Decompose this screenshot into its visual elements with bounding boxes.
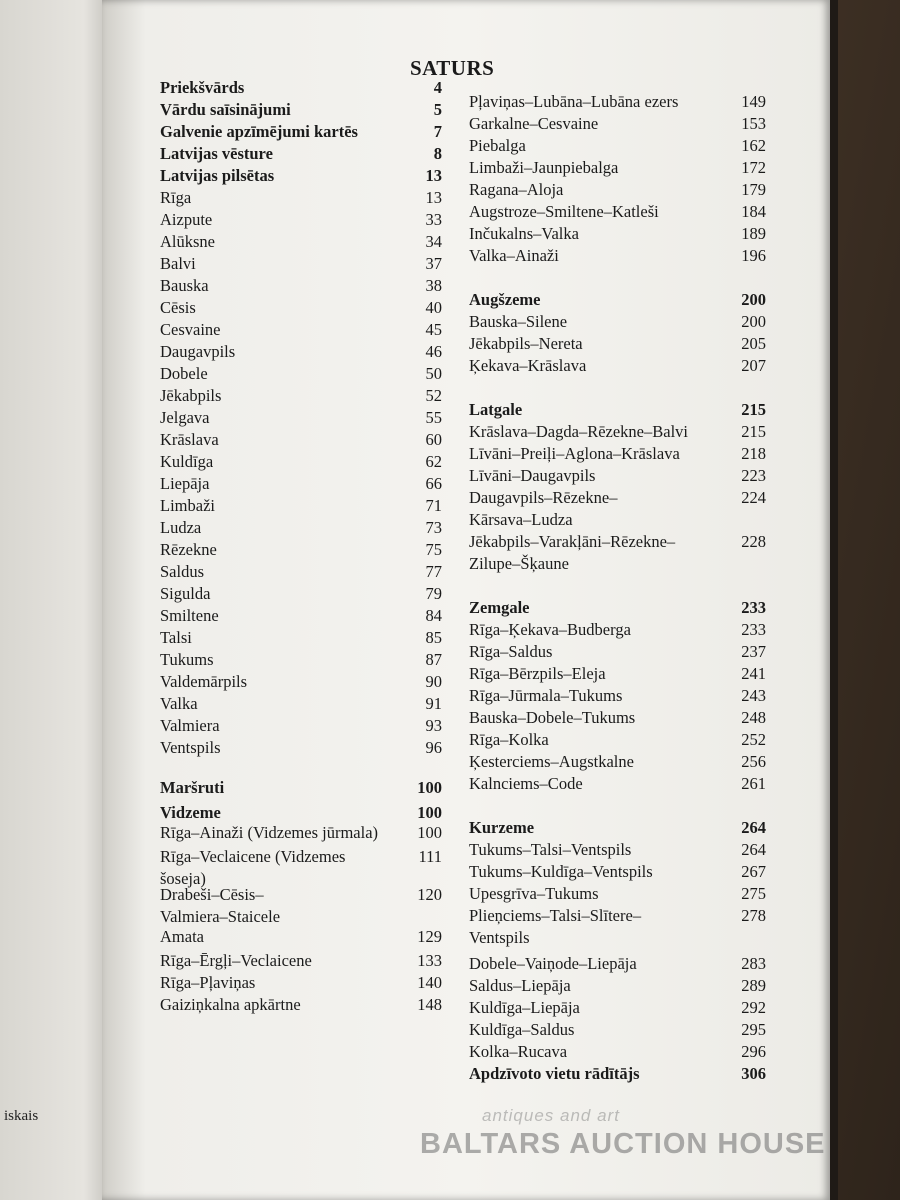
toc-entry-label: Zemgale <box>469 598 530 617</box>
toc-entry-page: 223 <box>741 466 766 485</box>
toc-entry-label: Latvijas vēsture <box>160 144 273 163</box>
toc-entry-page: 189 <box>741 224 766 243</box>
toc-entry-page: 153 <box>741 114 766 133</box>
toc-entry-page: 13 <box>425 188 442 207</box>
toc-entry-label: Kurzeme <box>469 818 535 837</box>
toc-entry-label: Bauska–Dobele–Tukums <box>469 708 636 727</box>
toc-entry-label: Apdzīvoto vietu rādītājs <box>469 1064 640 1083</box>
toc-entry-label: Valmiera–Staicele <box>160 907 281 926</box>
toc-entry-label: Rīga–Ķekava–Budberga <box>469 620 631 639</box>
toc-entry-page: 66 <box>425 474 442 493</box>
toc-entry-page: 45 <box>425 320 442 339</box>
toc-entry-page: 4 <box>433 78 442 97</box>
toc-entry-label: Gaiziņkalna apkārtne <box>160 995 301 1014</box>
toc-entry-page: 77 <box>425 562 442 581</box>
toc-entry-label: Rīga–Ērgļi–Veclaicene <box>160 951 312 970</box>
toc-entry-page: 100 <box>417 778 442 797</box>
toc-entry-label: Limbaži–Jaunpiebalga <box>469 158 619 177</box>
toc-entry-label: Daugavpils <box>160 342 236 361</box>
toc-entry-page: 40 <box>425 298 442 317</box>
toc-entry-label: Zilupe–Šķaune <box>469 554 569 573</box>
toc-entry-label: Līvāni–Daugavpils <box>469 466 596 485</box>
toc-entry-label: Kuldīga–Saldus <box>469 1020 575 1039</box>
toc-entry-page: 93 <box>425 716 442 735</box>
toc-entry-page: 264 <box>741 818 766 837</box>
toc-entry-label: Līvāni–Preiļi–Aglona–Krāslava <box>469 444 680 463</box>
toc-entry-label: Galvenie apzīmējumi kartēs <box>160 122 358 141</box>
toc-entry-label: Rīga–Saldus <box>469 642 553 661</box>
toc-entry-page: 237 <box>741 642 766 661</box>
toc-entry-label: Rīga–Pļaviņas <box>160 973 256 992</box>
toc-entry-page: 100 <box>417 823 442 842</box>
toc-entry-label: Pļaviņas–Lubāna–Lubāna ezers <box>469 92 679 111</box>
toc-entry-label: Talsi <box>160 628 192 647</box>
toc-entry-label: Garkalne–Cesvaine <box>469 114 599 133</box>
toc-entry-label: Jēkabpils–Nereta <box>469 334 583 353</box>
toc-entry-page: 100 <box>417 803 442 822</box>
toc-entry-page: 140 <box>417 973 442 992</box>
toc-entry-page: 13 <box>425 166 442 185</box>
toc-entry-page: 34 <box>425 232 442 251</box>
toc-entry-label: Maršruti <box>160 778 225 797</box>
toc-entry-label: Ventspils <box>469 928 530 947</box>
toc-entry-page: 243 <box>741 686 766 705</box>
toc-entry-page: 267 <box>741 862 766 881</box>
toc-entry-page: 37 <box>425 254 442 273</box>
toc-entry-page: 120 <box>417 885 442 904</box>
toc-entry-page: 283 <box>741 954 766 973</box>
toc-entry-page: 252 <box>741 730 766 749</box>
watermark-subtitle: antiques and art <box>482 1106 620 1125</box>
toc-entry-label: Rīga <box>160 188 192 207</box>
toc-entry-label: Valka–Ainaži <box>469 246 559 265</box>
toc-entry-page: 306 <box>741 1064 766 1083</box>
toc-entry-page: 218 <box>741 444 766 463</box>
toc-entry-label: Vidzeme <box>160 803 221 822</box>
toc-entry-page: 184 <box>741 202 766 221</box>
toc-entry-page: 295 <box>741 1020 766 1039</box>
toc-entry-page: 33 <box>425 210 442 229</box>
toc-entry-page: 46 <box>425 342 442 361</box>
toc-entry-label: Tukums–Talsi–Ventspils <box>469 840 632 859</box>
toc-entry-page: 75 <box>425 540 442 559</box>
watermark-title: BALTARS AUCTION HOUSE <box>420 1128 826 1160</box>
toc-entry-page: 264 <box>741 840 766 859</box>
toc-entry-label: Latgale <box>469 400 523 419</box>
toc-entry-label: Ķekava–Krāslava <box>469 356 587 375</box>
toc-entry-label: šoseja) <box>160 869 206 888</box>
toc-entry-label: Jelgava <box>160 408 210 427</box>
toc-entry-page: 224 <box>741 488 766 507</box>
toc-entry-label: Augstroze–Smiltene–Katleši <box>469 202 659 221</box>
toc-entry-label: Rīga–Kolka <box>469 730 549 749</box>
toc-entry-page: 133 <box>417 951 442 970</box>
toc-entry-page: 52 <box>425 386 442 405</box>
toc-entry-page: 215 <box>741 400 766 419</box>
toc-entry-label: Priekšvārds <box>160 78 245 97</box>
toc-entry-label: Kārsava–Ludza <box>469 510 573 529</box>
toc-entry-label: Balvi <box>160 254 196 273</box>
toc-entry-label: Smiltene <box>160 606 219 625</box>
toc-entry-page: 38 <box>425 276 442 295</box>
toc-entry-page: 148 <box>417 995 442 1014</box>
toc-entry-page: 200 <box>741 290 766 309</box>
toc-entry-label: Alūksne <box>160 232 215 251</box>
toc-entry-label: Krāslava–Dagda–Rēzekne–Balvi <box>469 422 688 441</box>
toc-entry-label: Daugavpils–Rēzekne– <box>469 488 618 507</box>
page-title: SATURS <box>410 56 495 80</box>
toc-entry-page: 278 <box>741 906 766 925</box>
toc-entry-page: 50 <box>425 364 442 383</box>
watermark <box>420 1106 826 1161</box>
toc-entry-page: 111 <box>418 847 442 866</box>
toc-entry-label: Dobele <box>160 364 208 383</box>
toc-entry-label: Jēkabpils <box>160 386 222 405</box>
toc-entry-page: 241 <box>741 664 766 683</box>
toc-entry-page: 96 <box>425 738 442 757</box>
toc-entry-label: Tukums–Kuldīga–Ventspils <box>469 862 653 881</box>
left-page-text-fragment: iskais <box>4 1108 39 1124</box>
toc-entry-label: Vārdu saīsinājumi <box>160 100 291 119</box>
toc-entry-page: 71 <box>425 496 442 515</box>
toc-entry-label: Kuldīga <box>160 452 214 471</box>
toc-entry-page: 8 <box>433 144 442 163</box>
toc-entry-label: Ventspils <box>160 738 221 757</box>
toc-entry-page: 292 <box>741 998 766 1017</box>
toc-entry-label: Ragana–Aloja <box>469 180 564 199</box>
toc-entry-page: 5 <box>433 100 442 119</box>
toc-entry-label: Rīga–Ainaži (Vidzemes jūrmala) <box>160 823 379 842</box>
toc-entry-label: Ludza <box>160 518 202 537</box>
toc-entry-page: 261 <box>741 774 766 793</box>
toc-entry-page: 149 <box>741 92 766 111</box>
toc-entry-page: 73 <box>425 518 442 537</box>
toc-entry-label: Kolka–Rucava <box>469 1042 568 1061</box>
toc-entry-page: 90 <box>425 672 442 691</box>
toc-entry-page: 228 <box>741 532 766 551</box>
toc-entry-label: Rīga–Jūrmala–Tukums <box>469 686 623 705</box>
toc-entry-label: Kalnciems–Code <box>469 774 583 793</box>
toc-entry-label: Upesgrīva–Tukums <box>469 884 599 903</box>
toc-entry-label: Aizpute <box>160 210 213 229</box>
toc-entry-label: Piebalga <box>469 136 526 155</box>
toc-entry-page: 85 <box>425 628 442 647</box>
toc-entry-label: Latvijas pilsētas <box>160 166 275 185</box>
toc-entry-page: 7 <box>433 122 442 141</box>
toc-entry-label: Saldus <box>160 562 205 581</box>
toc-entry-page: 196 <box>741 246 766 265</box>
toc-entry-page: 172 <box>741 158 766 177</box>
toc-entry-label: Drabeši–Cēsis– <box>160 885 264 904</box>
toc-entry-label: Krāslava <box>160 430 219 449</box>
toc-entry-page: 296 <box>741 1042 766 1061</box>
toc-entry-page: 55 <box>425 408 442 427</box>
toc-entry-page: 79 <box>425 584 442 603</box>
toc-entry-label: Valmiera <box>160 716 220 735</box>
toc-entry-page: 62 <box>425 452 442 471</box>
toc-entry-page: 200 <box>741 312 766 331</box>
toc-entry-page: 248 <box>741 708 766 727</box>
toc-entry-page: 84 <box>425 606 442 625</box>
toc-entry-page: 60 <box>425 430 442 449</box>
toc-entry-label: Augšzeme <box>469 290 541 309</box>
toc-entry-label: Bauska <box>160 276 209 295</box>
toc-entry-label: Limbaži <box>160 496 215 515</box>
toc-entry-label: Amata <box>160 927 204 946</box>
toc-entry-page: 215 <box>741 422 766 441</box>
toc-entry-label: Inčukalns–Valka <box>469 224 579 243</box>
toc-entry-label: Bauska–Silene <box>469 312 568 331</box>
toc-entry-label: Valdemārpils <box>160 672 248 691</box>
toc-entry-label: Saldus–Liepāja <box>469 976 571 995</box>
toc-entry-label: Cēsis <box>160 298 196 317</box>
toc-entry-label: Tukums <box>160 650 214 669</box>
book-cover-edge <box>830 0 838 1200</box>
toc-entry-label: Rīga–Veclaicene (Vidzemes <box>160 847 346 866</box>
toc-entry-label: Valka <box>160 694 198 713</box>
toc-entry-label: Rēzekne <box>160 540 217 559</box>
toc-entry-label: Kuldīga–Liepāja <box>469 998 580 1017</box>
toc-entry-page: 179 <box>741 180 766 199</box>
toc-entry-label: Liepāja <box>160 474 210 493</box>
toc-entry-page: 129 <box>417 927 442 946</box>
toc-entry-page: 289 <box>741 976 766 995</box>
toc-entry-page: 205 <box>741 334 766 353</box>
toc-entry-page: 87 <box>425 650 442 669</box>
toc-entry-label: Rīga–Bērzpils–Eleja <box>469 664 606 683</box>
toc-entry-page: 233 <box>741 598 766 617</box>
toc-entry-label: Cesvaine <box>160 320 221 339</box>
toc-entry-label: Ķesterciems–Augstkalne <box>469 752 634 771</box>
toc-entry-page: 233 <box>741 620 766 639</box>
toc-entry-label: Jēkabpils–Varakļāni–Rēzekne– <box>469 532 676 551</box>
toc-entry-label: Sigulda <box>160 584 211 603</box>
toc-entry-page: 256 <box>741 752 766 771</box>
toc-entry-label: Dobele–Vaiņode–Liepāja <box>469 954 637 973</box>
toc-entry-page: 275 <box>741 884 766 903</box>
toc-entry-page: 91 <box>425 694 442 713</box>
toc-entry-page: 207 <box>741 356 766 375</box>
toc-entry-page: 162 <box>741 136 766 155</box>
toc-entry-label: Plieņciems–Talsi–Slītere– <box>469 906 642 925</box>
